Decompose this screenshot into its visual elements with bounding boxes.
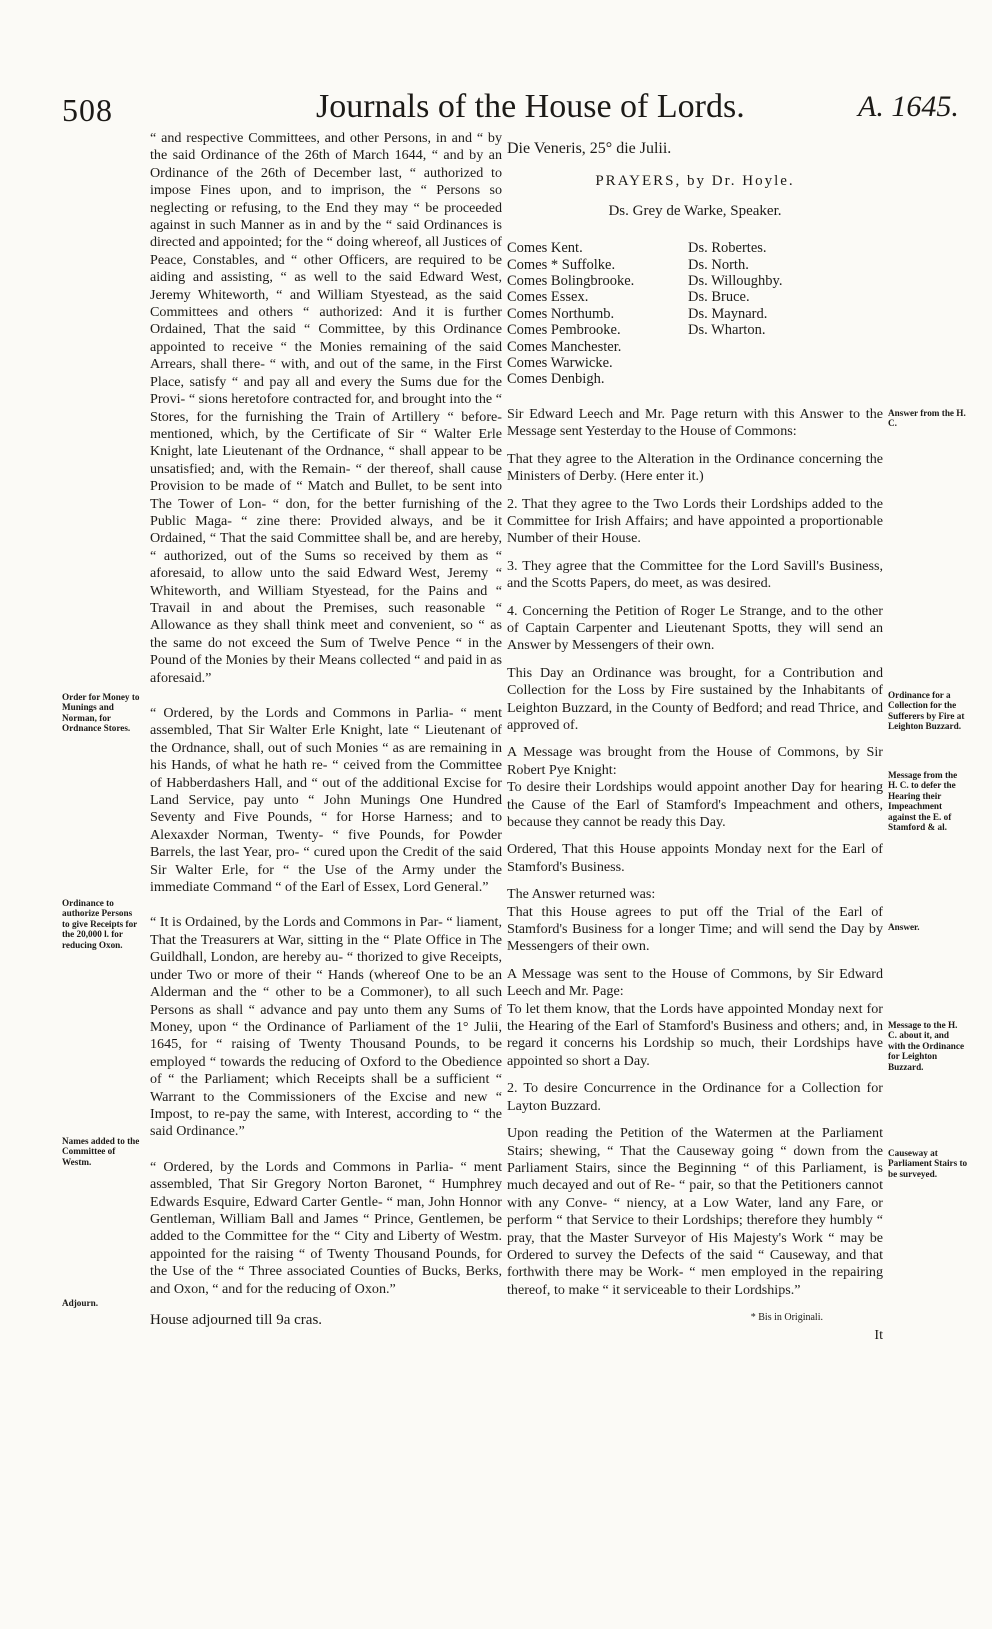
lord-entry: Ds. Robertes.: [688, 240, 767, 257]
order-committee-westm: “ Ordered, by the Lords and Commons in Parlia- “ ment assembled, That Sir Gregory Norton Baronet, “ Humphrey Edwards Esquire, Edward Carter Gentle- “ man, John Honnor Gentleman, William Ball and James “ Prince, Gentlemen, be added to the Committee for the “ City and Liberty of Westm. appointed for the raising “ of Twenty Thousand Pounds, for the Use of the “ Three associated Counties of Bucks, Berks, and Oxon, “ and for the reducing of Oxon.”: [150, 1158, 502, 1297]
lord-entry: Comes Bolingbrooke.: [507, 273, 635, 290]
lord-entry: Ds. Wharton.: [688, 322, 766, 339]
footnote: * Bis in Originali.: [750, 1312, 823, 1324]
lords-present: [507, 240, 883, 388]
catchword: It: [874, 1326, 883, 1343]
answer-item-3: 3. They agree that the Committee for the Lord Savill's Business, and the Scotts Papers, do meet, as was desired.: [507, 557, 883, 592]
answer-item-4: 4. Concerning the Petition of Roger Le Strange, and to the other of Captain Carpenter and Lieutenant Spotts, they will send an Answer by Messengers of their own.: [507, 602, 883, 654]
lord-entry: Comes Kent.: [507, 240, 583, 257]
answer-returned: The Answer returned was:: [507, 886, 656, 903]
lord-entry: Ds. North.: [688, 256, 749, 273]
answer-item-1: That they agree to the Alteration in the Ordinance concerning the Ministers of Derby. (Here enter it.): [507, 450, 883, 485]
message-item-2: 2. To desire Concurrence in the Ordinance for a Collection for Layton Buzzard.: [507, 1080, 883, 1114]
order-stamford: Ordered, That this House appoints Monday next for the Earl of Stamford's Business.: [507, 841, 883, 875]
lord-entry: Comes Essex.: [507, 289, 589, 306]
day-heading: Die Veneris, 25° die Julii.: [507, 140, 672, 157]
page-number: 508: [62, 92, 113, 128]
leighton-ordinance: This Day an Ordinance was brought, for a Contribution and Collection for the Loss by Fire sustained by the Inhabitants of Leighton Buzzard, in the County of Bedford; and read Thrice, and approved of.: [507, 664, 883, 733]
lords-column-domini: [688, 240, 878, 388]
ordinance-continuation: “ and respective Committees, and other Persons, in and “ by the said Ordinance of the 26th of March 1644, “ and by an Ordinance of the 26th of December last, “ authorized to impose Fines upon, and to imprison, the “ Persons so neglecting or refusing, to the End they may “ be proceeded against in such Manner as in and by the “ said Ordinances is directed and appointed; for the “ doing whereof, all Justices of Peace, Constables, and “ other Officers, are required to be aiding and assisting, “ as well to the said Edward West, Jeremy Whiteworth, “ and William Styestead, as the said Committees and others “ authorized: And it is further Ordained, That the said “ Committee, by this Ordinance appointed to receive “ the Monies remaining of the said Arrears, shall there- “ with, and out of the same, in the First Place, satisfy “ and pay all and every the Sums due for the Provi- “ sions heretofore contracted for, and brought into the “ Stores, for the furnishing the Train of Artillery “ before-mentioned, which, by the Certificate of Sir “ Walter Erle Knight, late Lieutenant of the Ordnance, “ shall appear to be unsatisfied; and, with the Remain- “ der thereof, shall cause Provision to be made of “ Match and Bullet, to be sent into The Tower of Lon- “ don, for the better furnishing of the Public Maga- “ zine there: Provided always, and be it Ordained, “ That the said Committee shall be, and are hereby, “ authorized, out of the Sums so received by them as “ aforesaid, to allow unto the said Edward West, Jeremy “ Whiteworth, and William Styestead, for the Pains and “ Travail in and about the Premises, such reasonable “ Allowance as they shall think meet and convenient, so “ as the same do not exceed the Sum of Twelve Pence “ in the Pound of the Monies by their Means collected “ and paid in as aforesaid.”: [150, 130, 502, 686]
margin-note-leighton: Ordinance for a Collection for the Sufferers by Fire at Leighton Buzzard.: [888, 690, 965, 732]
left-column: [150, 130, 502, 1339]
right-column: [507, 130, 883, 1344]
margin-note-causeway: Causeway at Parliament Stairs to be surveyed.: [888, 1148, 968, 1179]
lord-entry: Ds. Bruce.: [688, 289, 750, 306]
lords-column-comites: [507, 240, 688, 388]
margin-note-message-to-hc: Message to the H. C. about it, and with the Ordinance for Leighton Buzzard.: [888, 1020, 965, 1072]
lord-entry: Comes Northumb.: [507, 305, 615, 322]
margin-note-answer: Answer.: [888, 922, 920, 932]
lord-entry: Comes Denbigh.: [507, 371, 605, 388]
answer-returned-text: That this House agrees to put off the Trial of the Earl of Stamford's Business for a longer Time; and will send the Day by Messengers of their own.: [507, 903, 883, 955]
ordinance-receipts: “ It is Ordained, by the Lords and Commons in Par- “ liament, That the Treasurers at War, sitting in the “ Plate Office in The Guildhall, London, are hereby au- “ thorized to give Receipts, under Two or more of their “ Hands (whereof One to be an Alderman and the “ other to be a Commoner), to all such Persons as shall “ advance and pay unto them any Sums of Money, upon “ the Ordinance of Parliament of the 1° Julii, 1645, for “ raising of Twenty Thousand Pounds, to be employed “ towards the reducing of Oxford to the Obedience of “ the Parliament; which Receipts shall be a sufficient “ Warrant to the Commissioners of the Excise and new “ Impost, to re-pay the same, with Interest, according to “ the said Ordinance.”: [150, 914, 502, 1140]
adjournment: House adjourned till 9a cras.: [150, 1312, 323, 1328]
running-head: Journals of the House of Lords.: [316, 88, 745, 125]
margin-note-message-hc: Message from the H. C. to defer the Hearing their Impeachment against the E. of Stamford & al.: [888, 770, 958, 833]
margin-note-adjourn: Adjourn.: [62, 1298, 98, 1308]
answer-item-2: 2. That they agree to the Two Lords their Lordships added to the Committee for Irish Affairs; and have appointed a proportionable Number of their House.: [507, 495, 883, 547]
answer-from-commons: Sir Edward Leech and Mr. Page return with this Answer to the Message sent Yesterday to the House of Commons:: [507, 405, 883, 440]
order-munings-norman: “ Ordered, by the Lords and Commons in Parlia- “ ment assembled, That Sir Walter Erle Knight, late “ Lieutenant of the Ordnance, shall, out of such Monies “ as are remaining in his Hands, of what he hath re- “ ceived from the Committee of Habberdashers Hall, and “ out of the additional Excise for Land Service, pay unto “ John Munings One Hundred Seventy and Five Pounds, “ for Horse Harness; and to Alexaxder Norman, Twenty- “ five Pounds, for Powder Barrels, the last Year, pro- “ cured upon the Credit of the said Sir Walter Erle, for “ the Use of the Army under the immediate Command “ of the Earl of Essex, Lord General.”: [150, 705, 502, 896]
lord-entry: Comes Warwicke.: [507, 355, 613, 372]
lord-entry: Comes * Suffolke.: [507, 256, 616, 273]
message-from-commons: A Message was brought from the House of Commons, by Sir Robert Pye Knight:: [507, 744, 883, 778]
margin-note-order-money: Order for Money to Munings and Norman, for Ordnance Stores.: [62, 692, 140, 734]
lord-entry: Comes Manchester.: [507, 338, 622, 355]
lord-entry: Ds. Maynard.: [688, 305, 768, 322]
speaker-line: Ds. Grey de Warke, Speaker.: [608, 202, 782, 219]
lord-entry: Comes Pembrooke.: [507, 322, 621, 339]
margin-note-ordinance-receipts: Ordinance to authorize Persons to give Receipts for the 20,000 l. for reducing Oxon.: [62, 898, 138, 950]
message-request: To desire their Lordships would appoint another Day for hearing the Cause of the Earl of Stamford's Impeachment and others, because they cannot be ready this Day.: [507, 779, 883, 830]
lord-entry: Ds. Willoughby.: [688, 273, 783, 290]
margin-note-names-added: Names added to the Committee of Westm.: [62, 1136, 140, 1167]
margin-note-answer-hc: Answer from the H. C.: [888, 408, 966, 429]
prayers-line: PRAYERS, by Dr. Hoyle.: [595, 173, 795, 190]
message-item-1: To let them know, that the Lords have appointed Monday next for the Hearing of the Earl of Stamford's Business and others; and, in regard it concerns his Lordship so much, their Lordships have appointed so short a Day.: [507, 1000, 883, 1069]
message-to-commons: A Message was sent to the House of Commons, by Sir Edward Leech and Mr. Page:: [507, 965, 883, 1000]
watermen-petition: Upon reading the Petition of the Watermen at the Parliament Stairs; shewing, “ That the Causeway going “ down from the Parliament Stairs, since the Beginning “ of this Parliament, is much decayed and out of Re- “ pair, so that the Petitioners cannot with any Conve- “ niency, at a Low Water, land any Fare, or perform “ that Service to their Lordships; therefore they humbly “ pray, that the Master Surveyor of His Majesty's Work “ may be Ordered to survey the Defects of the said “ Causeway, and that forthwith there may be Work- “ men employed in the repairing thereof, to make “ it serviceable to their Lordships.”: [507, 1125, 883, 1298]
year-heading: A. 1645.: [858, 90, 959, 123]
